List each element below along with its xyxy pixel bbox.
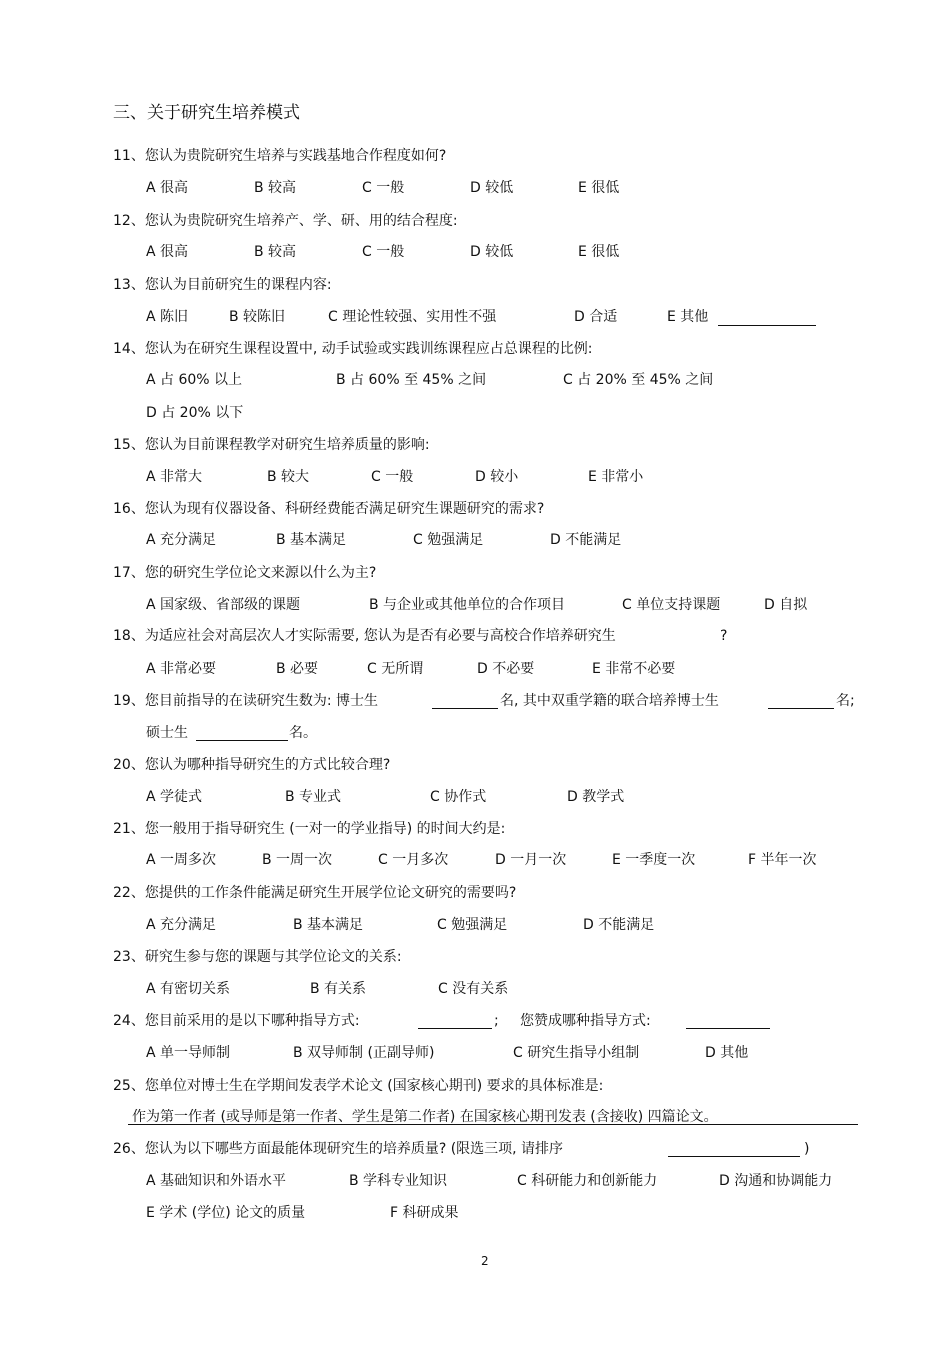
question-25: 25、您单位对博士生在学期间发表学术论文 (国家核心期刊) 要求的具体标准是: xyxy=(113,1078,604,1094)
q22-option-a[interactable]: A 充分满足 xyxy=(146,917,217,933)
q15-option-d[interactable]: D 较小 xyxy=(475,469,519,485)
page-number: 2 xyxy=(481,1254,489,1268)
question-12: 12、您认为贵院研究生培养产、学、研、用的结合程度: xyxy=(113,213,458,229)
q24-option-d[interactable]: D 其他 xyxy=(705,1045,749,1061)
q26-option-a[interactable]: A 基础知识和外语水平 xyxy=(146,1173,287,1189)
q17-option-b[interactable]: B 与企业或其他单位的合作项目 xyxy=(369,597,566,613)
q26-option-d[interactable]: D 沟通和协调能力 xyxy=(719,1173,833,1189)
q20-option-a[interactable]: A 学徒式 xyxy=(146,789,203,805)
question-13: 13、您认为目前研究生的课程内容: xyxy=(113,277,332,293)
q14-option-a[interactable]: A 占 60% 以上 xyxy=(146,372,243,388)
question-24-part3: 您赞成哪种指导方式: xyxy=(520,1013,651,1029)
q19-phd-count-blank[interactable] xyxy=(432,708,498,709)
q13-option-b[interactable]: B 较陈旧 xyxy=(229,309,286,325)
q16-option-a[interactable]: A 充分满足 xyxy=(146,532,217,548)
question-20: 20、您认为哪种指导研究生的方式比较合理? xyxy=(113,757,391,773)
question-21: 21、您一般用于指导研究生 (一对一的学业指导) 的时间大约是: xyxy=(113,821,506,837)
q16-option-d[interactable]: D 不能满足 xyxy=(550,532,622,548)
q17-option-a[interactable]: A 国家级、省部级的课题 xyxy=(146,597,301,613)
q26-option-c[interactable]: C 科研能力和创新能力 xyxy=(517,1173,658,1189)
q26-option-b[interactable]: B 学科专业知识 xyxy=(349,1173,448,1189)
question-15: 15、您认为目前课程教学对研究生培养质量的影响: xyxy=(113,437,430,453)
q23-option-b[interactable]: B 有关系 xyxy=(310,981,367,997)
q14-option-c[interactable]: C 占 20% 至 45% 之间 xyxy=(563,372,714,388)
question-18: 18、为适应社会对高层次人才实际需要, 您认为是否有必要与高校合作培养研究生 xyxy=(113,628,616,644)
question-22: 22、您提供的工作条件能满足研究生开展学位论文研究的需要吗? xyxy=(113,885,517,901)
q18-option-c[interactable]: C 无所谓 xyxy=(367,661,424,677)
q18-question-mark: ? xyxy=(720,628,728,644)
q21-option-e[interactable]: E 一季度一次 xyxy=(612,852,696,868)
question-24-part1: 24、您目前采用的是以下哪种指导方式: xyxy=(113,1013,360,1029)
q23-option-a[interactable]: A 有密切关系 xyxy=(146,981,231,997)
question-26: 26、您认为以下哪些方面最能体现研究生的培养质量? (限选三项, 请排序 xyxy=(113,1141,564,1157)
q13-other-blank[interactable] xyxy=(718,325,816,326)
q18-option-d[interactable]: D 不必要 xyxy=(477,661,535,677)
q20-option-d[interactable]: D 教学式 xyxy=(567,789,625,805)
q18-option-b[interactable]: B 必要 xyxy=(276,661,319,677)
question-23: 23、研究生参与您的课题与其学位论文的关系: xyxy=(113,949,402,965)
q14-option-d[interactable]: D 占 20% 以下 xyxy=(146,405,244,421)
q13-option-c[interactable]: C 理论性较强、实用性不强 xyxy=(328,309,497,325)
q17-option-d[interactable]: D 自拟 xyxy=(764,597,808,613)
q13-option-d[interactable]: D 合适 xyxy=(574,309,618,325)
q19-joint-phd-count-blank[interactable] xyxy=(768,708,834,709)
q12-option-e[interactable]: E 很低 xyxy=(578,244,620,260)
question-26-close: ) xyxy=(804,1141,810,1157)
q16-option-b[interactable]: B 基本满足 xyxy=(276,532,347,548)
question-16: 16、您认为现有仪器设备、科研经费能否满足研究生课题研究的需求? xyxy=(113,501,545,517)
q15-option-a[interactable]: A 非常大 xyxy=(146,469,203,485)
q24-current-method-blank[interactable] xyxy=(418,1028,492,1029)
q12-option-b[interactable]: B 较高 xyxy=(254,244,297,260)
q17-option-c[interactable]: C 单位支持课题 xyxy=(622,597,721,613)
q11-option-e[interactable]: E 很低 xyxy=(578,180,620,196)
q24-preferred-method-blank[interactable] xyxy=(686,1028,770,1029)
q13-option-e[interactable]: E 其他 xyxy=(667,309,709,325)
q24-option-a[interactable]: A 单一导师制 xyxy=(146,1045,231,1061)
question-24-part2: ; xyxy=(494,1013,499,1029)
q22-option-c[interactable]: C 勉强满足 xyxy=(437,917,508,933)
q14-option-b[interactable]: B 占 60% 至 45% 之间 xyxy=(336,372,487,388)
q21-option-c[interactable]: C 一月多次 xyxy=(378,852,449,868)
q21-option-f[interactable]: F 半年一次 xyxy=(748,852,817,868)
q26-option-e[interactable]: E 学术 (学位) 论文的质量 xyxy=(146,1205,306,1221)
q12-option-a[interactable]: A 很高 xyxy=(146,244,189,260)
q20-option-c[interactable]: C 协作式 xyxy=(430,789,487,805)
q11-option-d[interactable]: D 较低 xyxy=(470,180,514,196)
question-19-part3: 名; xyxy=(836,693,855,709)
question-19-part2: 名, 其中双重学籍的联合培养博士生 xyxy=(500,693,719,709)
question-14: 14、您认为在研究生课程设置中, 动手试验或实践训练课程应占总课程的比例: xyxy=(113,341,593,357)
q15-option-c[interactable]: C 一般 xyxy=(371,469,414,485)
q11-option-a[interactable]: A 很高 xyxy=(146,180,189,196)
q18-option-a[interactable]: A 非常必要 xyxy=(146,661,217,677)
q16-option-c[interactable]: C 勉强满足 xyxy=(413,532,484,548)
q11-option-b[interactable]: B 较高 xyxy=(254,180,297,196)
question-11: 11、您认为贵院研究生培养与实践基地合作程度如何? xyxy=(113,148,447,164)
q21-option-b[interactable]: B 一周一次 xyxy=(262,852,333,868)
q25-answer-underline xyxy=(128,1124,858,1125)
q22-option-d[interactable]: D 不能满足 xyxy=(583,917,655,933)
q20-option-b[interactable]: B 专业式 xyxy=(285,789,342,805)
q19-master-count-blank[interactable] xyxy=(196,740,288,741)
q25-answer[interactable]: 作为第一作者 (或导师是第一作者、学生是第二作者) 在国家核心期刊发表 (含接收) 四篇论文。 xyxy=(132,1109,718,1125)
q23-option-c[interactable]: C 没有关系 xyxy=(438,981,509,997)
q21-option-a[interactable]: A 一周多次 xyxy=(146,852,217,868)
q24-option-b[interactable]: B 双导师制 (正副导师) xyxy=(293,1045,435,1061)
q15-option-b[interactable]: B 较大 xyxy=(267,469,310,485)
q12-option-d[interactable]: D 较低 xyxy=(470,244,514,260)
q21-option-d[interactable]: D 一月一次 xyxy=(495,852,567,868)
q24-option-c[interactable]: C 研究生指导小组制 xyxy=(513,1045,640,1061)
q26-option-f[interactable]: F 科研成果 xyxy=(390,1205,459,1221)
question-19-master-unit: 名。 xyxy=(289,725,317,741)
q22-option-b[interactable]: B 基本满足 xyxy=(293,917,364,933)
q18-option-e[interactable]: E 非常不必要 xyxy=(592,661,676,677)
q12-option-c[interactable]: C 一般 xyxy=(362,244,405,260)
q26-ranking-blank[interactable] xyxy=(668,1156,800,1157)
question-17: 17、您的研究生学位论文来源以什么为主? xyxy=(113,565,377,581)
section-title: 三、关于研究生培养模式 xyxy=(113,103,300,123)
question-19-master-label: 硕士生 xyxy=(146,725,188,741)
q15-option-e[interactable]: E 非常小 xyxy=(588,469,644,485)
q11-option-c[interactable]: C 一般 xyxy=(362,180,405,196)
question-19-part1: 19、您目前指导的在读研究生数为: 博士生 xyxy=(113,693,378,709)
q13-option-a[interactable]: A 陈旧 xyxy=(146,309,189,325)
